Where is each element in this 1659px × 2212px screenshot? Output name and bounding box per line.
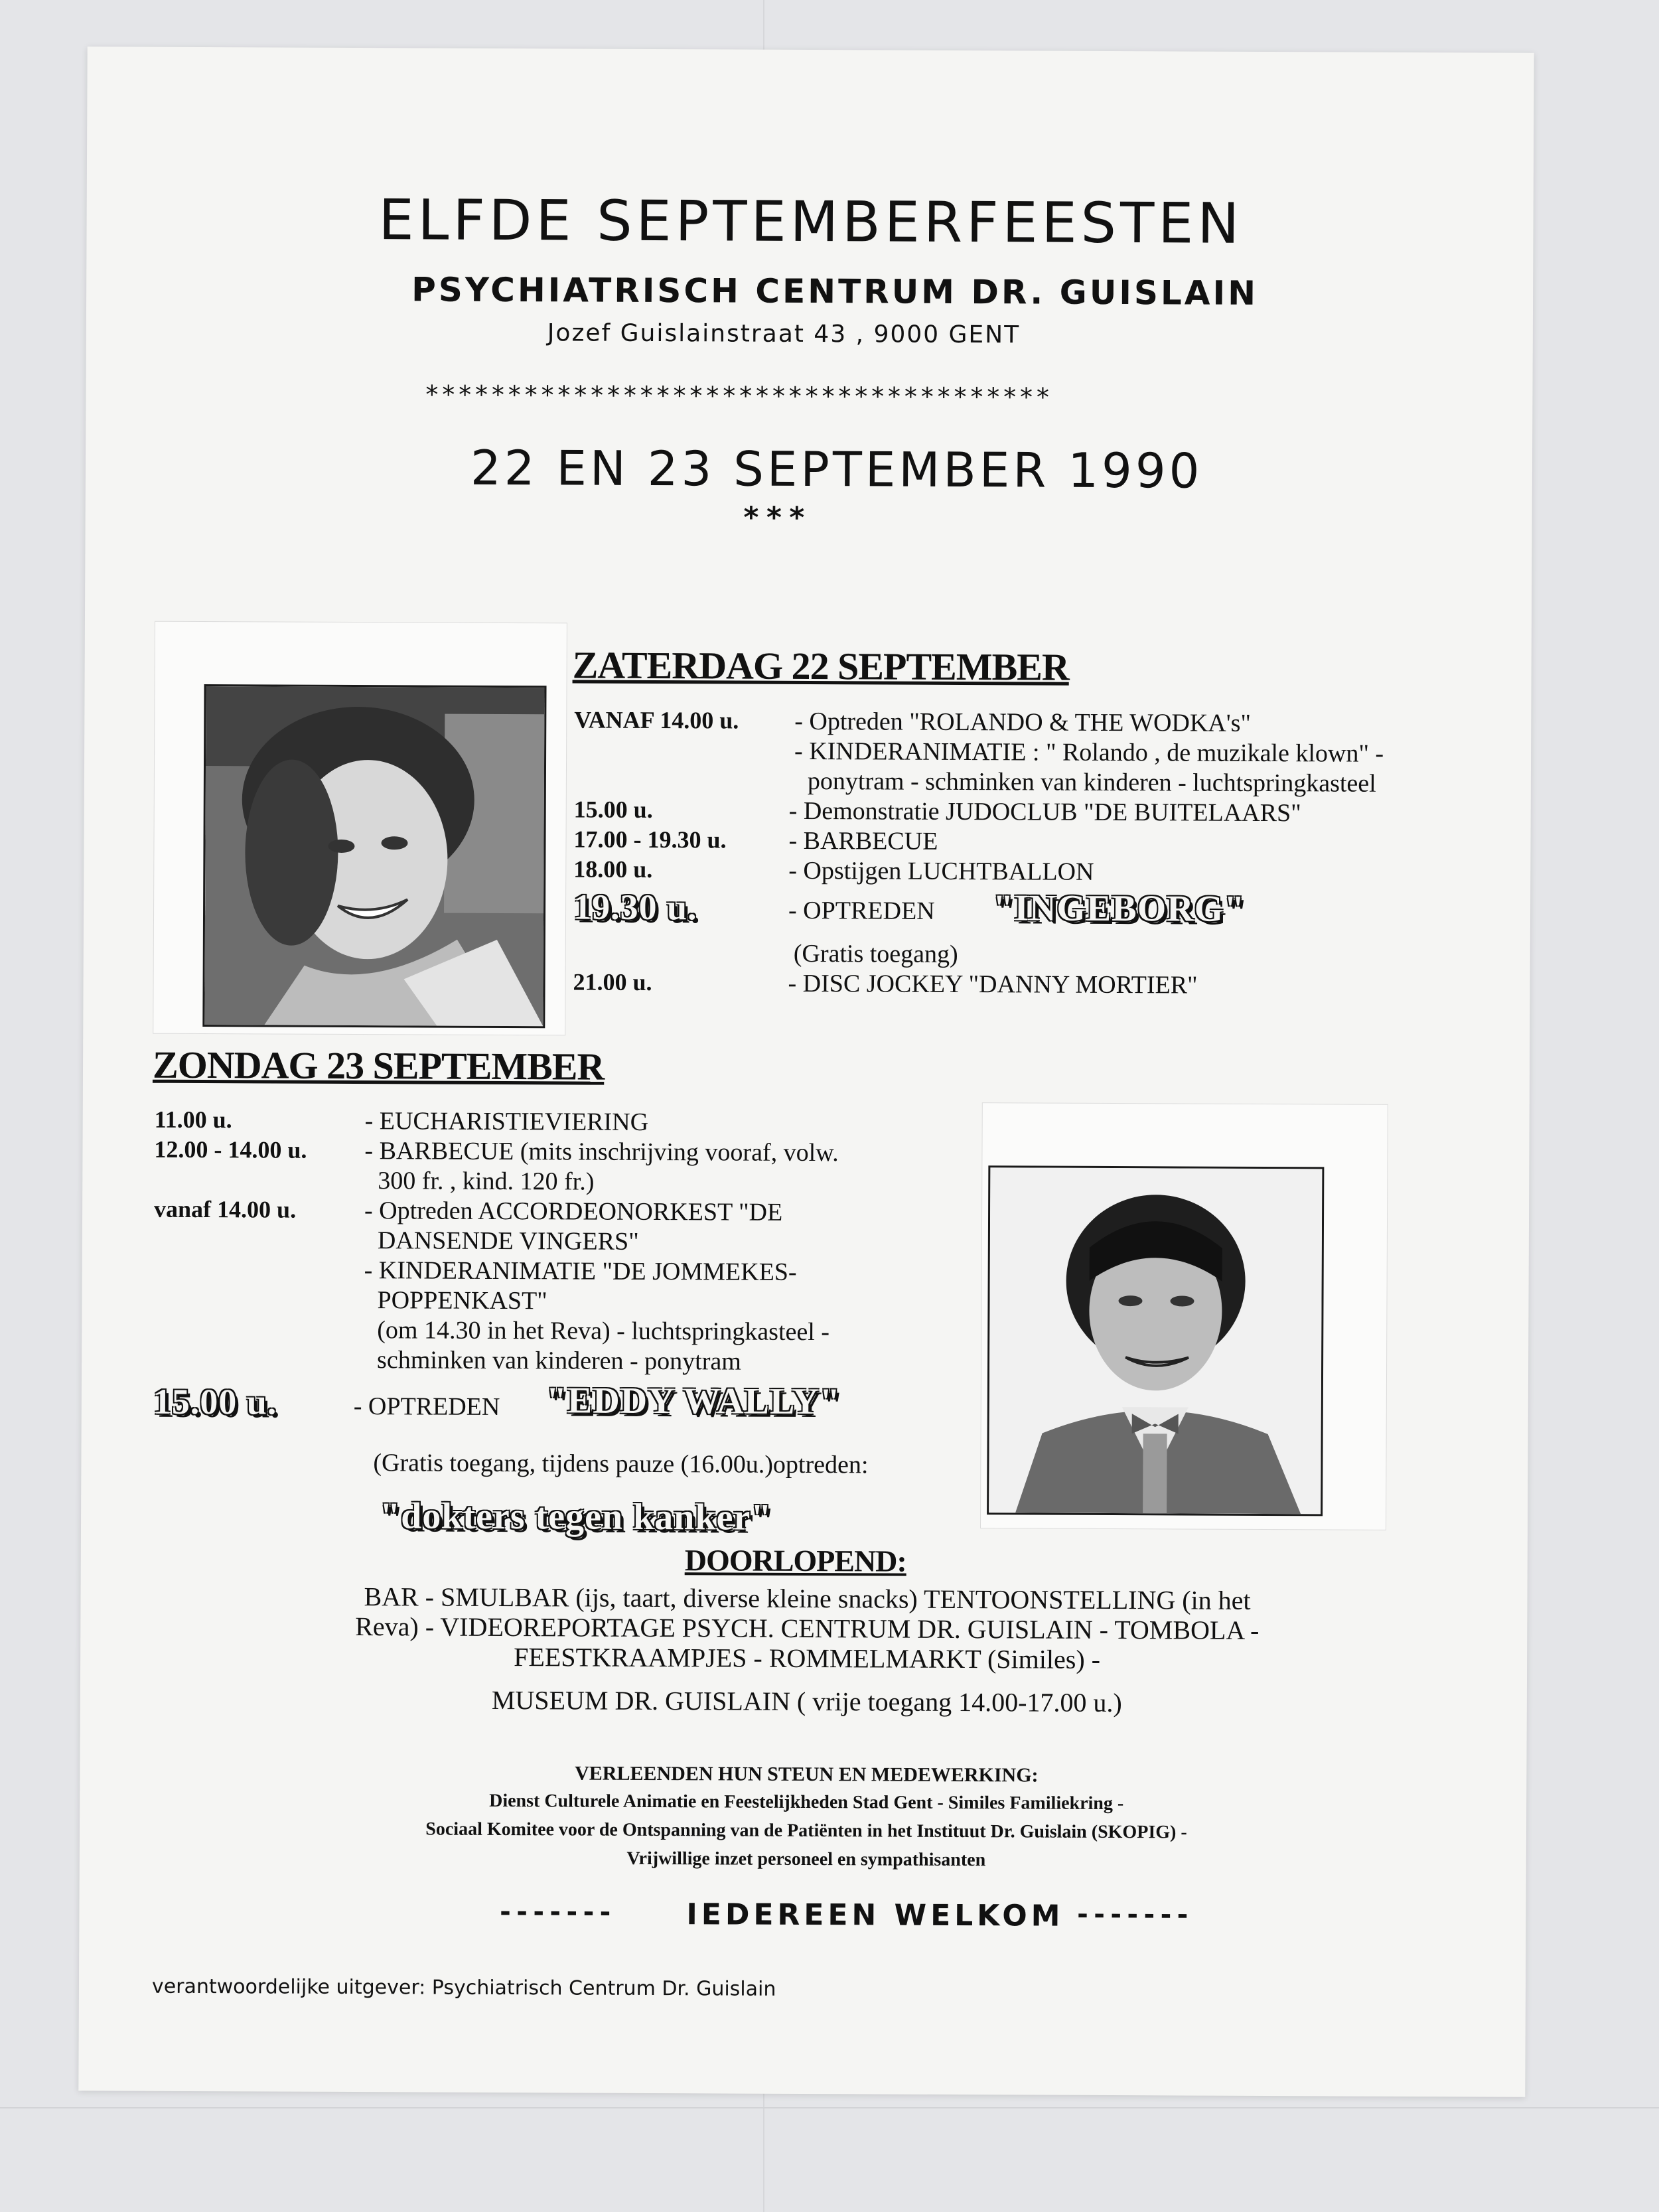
sunday-highlight-label: - OPTREDEN [353,1392,500,1421]
saturday-item-2: - KINDERANIMATIE : " Rolando , de muzikale klown" - [794,737,1384,768]
saturday-time-5: 17.00 - 19.30 u. [573,826,727,853]
saturday-time-4: 15.00 u. [573,796,653,823]
saturday-highlight-label: - OPTREDEN [788,896,935,925]
sunday-heading: ZONDAG 23 SEPTEMBER [152,1043,605,1088]
welcome-dashes-left: ------- [497,1896,614,1928]
support-line-2: Sociaal Komitee voor de Ontspanning van de Patiënten in het Instituut Dr. Guislain (SKOPIG) - [425,1818,1187,1843]
poster-address: Jozef Guislainstraat 43 , 9000 GENT [547,319,1021,349]
ongoing-heading: DOORLOPEND: [684,1543,906,1578]
saturday-time-last: 21.00 u. [573,968,652,995]
sunday-item-6: - KINDERANIMATIE "DE JOMMEKES- [364,1256,797,1286]
background-fold-horizontal [0,2107,1659,2108]
welcome-dashes-right: ------- [1074,1899,1192,1931]
saturday-star-name: "INGEBORG" [992,887,1246,930]
saturday-item-1: - Optreden "ROLANDO & THE WODKA's" [794,707,1252,737]
sunday-item-9: schminken van kinderen - ponytram [377,1346,741,1376]
star-divider: ************************************** [424,380,1052,412]
ongoing-line-1: BAR - SMULBAR (ijs, taart, diverse kleine snacks) TENTOONSTELLING (in het [364,1582,1251,1615]
event-dates: 22 EN 23 SEPTEMBER 1990 [470,439,1203,499]
sunday-item-2: - BARBECUE (mits inschrijving vooraf, volw. [364,1137,839,1167]
support-line-3: Vrijwillige inzet personeel en sympathisanten [626,1848,986,1871]
star-divider-small: *** [742,500,812,536]
saturday-item-5: - BARBECUE [788,826,938,855]
saturday-highlight-time: 19.30 u. [573,887,697,928]
support-heading: VERLEENDEN HUN STEUN EN MEDEWERKING: [575,1762,1039,1787]
sunday-item-3: 300 fr. , kind. 120 fr.) [378,1167,595,1196]
saturday-item-4: - Demonstratie JUDOCLUB "DE BUITELAARS" [788,796,1301,828]
saturday-item-last: - DISC JOCKEY "DANNY MORTIER" [788,969,1198,999]
saturday-free-entry: (Gratis toegang) [793,939,958,968]
saturday-item-3: ponytram - schminken van kinderen - luchtspringkasteel [807,767,1376,798]
saturday-time-1: VANAF 14.00 u. [574,706,739,734]
poster-sheet [78,46,1534,2097]
sunday-item-5: DANSENDE VINGERS" [377,1226,639,1256]
sunday-star-name: "EDDY WALLY" [545,1380,841,1423]
sunday-highlight-time: 15.00 u. [153,1381,277,1422]
support-line-1: Dienst Culturele Animatie en Feestelijkheden Stad Gent - Similes Familiekring - [489,1790,1124,1814]
sunday-time-4: vanaf 14.00 u. [154,1195,297,1223]
sunday-time-2: 12.00 - 14.00 u. [154,1136,307,1163]
welcome-text: IEDEREEN WELKOM [686,1897,1064,1933]
ingeborg-photo [202,684,546,1028]
eddy-wally-photo [987,1165,1324,1516]
ongoing-line-3: FEESTKRAAMPJES - ROMMELMARKT (Similes) - [514,1642,1101,1674]
sunday-item-8: (om 14.30 in het Reva) - luchtspringkasteel - [377,1316,830,1347]
sunday-time-1: 11.00 u. [154,1106,232,1134]
saturday-time-6: 18.00 u. [573,855,653,883]
saturday-heading: ZATERDAG 22 SEPTEMBER [572,643,1069,689]
sunday-item-4: - Optreden ACCORDEONORKEST "DE [364,1197,783,1226]
sunday-item-1: - EUCHARISTIEVIERING [364,1107,649,1136]
doctors-against-cancer: "dokters tegen kanker" [379,1495,772,1538]
publisher-footer: verantwoordelijke uitgever: Psychiatrisch Centrum Dr. Guislain [151,1974,776,2001]
poster-subtitle: PSYCHIATRISCH CENTRUM DR. GUISLAIN [411,270,1259,313]
ongoing-line-2: Reva) - VIDEOREPORTAGE PSYCH. CENTRUM DR. GUISLAIN - TOMBOLA - [355,1611,1260,1645]
sunday-item-7: POPPENKAST" [377,1286,547,1315]
museum-line: MUSEUM DR. GUISLAIN ( vrije toegang 14.00-17.00 u.) [491,1684,1122,1718]
poster-title: ELFDE SEPTEMBERFEESTEN [378,187,1244,256]
sunday-free-entry: (Gratis toegang, tijdens pauze (16.00u.)optreden: [373,1449,869,1479]
saturday-item-6: - Opstijgen LUCHTBALLON [788,856,1094,886]
